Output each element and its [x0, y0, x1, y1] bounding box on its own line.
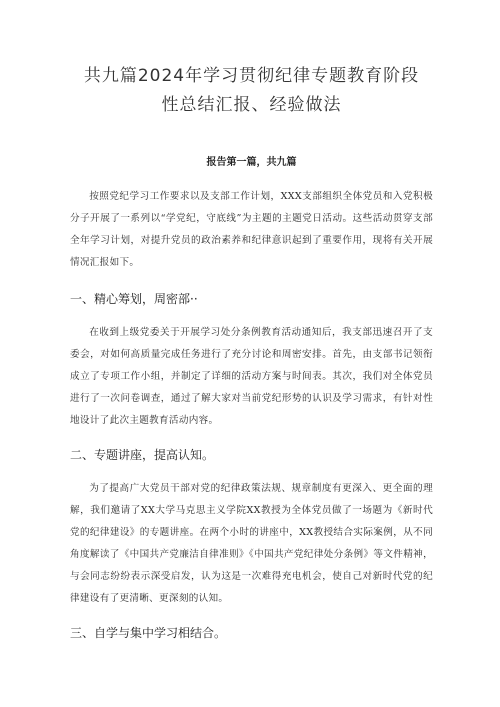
report-heading: 报告第一篇，共九篇	[206, 157, 297, 168]
section-2-heading: 二、专题讲座，提高认知。	[70, 448, 215, 462]
section-1-paragraph: 在收到上级党委关于开展学习处分条例教育活动通知后，我支部迅速召开了支委会，对如何高质量完成任务进行了充分讨论和周密安排。首先，由支部书记领衔成立了专项工作小组，并制定了详细的活动方案与时间表。其次，我们对全体党员进行了一次问卷调查，通过了解大家对当前党纪形势的认识及学习需求，有针对性地设计了此次主题教育活动内容。	[70, 327, 433, 426]
document-title-line-1: 共九篇2024年学习贯彻纪律专题教育阶段	[83, 66, 420, 86]
document-title-line-2: 性总结汇报、经验做法	[161, 95, 342, 115]
section-1-heading: 一、精心筹划，周密部··	[70, 292, 198, 306]
section-2-paragraph: 为了提高广大党员干部对党的纪律政策法规、规章制度有更深入、更全面的理解，我们邀请了XX大学马克思主义学院XX教授为全体党员做了一场题为《新时代党的纪律建设》的专题讲座。在两个小时的讲座中，XX教授结合实际案例，从不同角度解读了《中国共产党廉洁自律准则》《中国共产党纪律处分条例》等文件精神，与会同志纷纷表示深受启发，认为这是一次难得充电机会，使自己对新时代党的纪律建设有了更清晰、更深刻的认知。	[70, 483, 433, 604]
intro-paragraph: 按照党纪学习工作要求以及支部工作计划，XXX支部组织全体党员和入党积极分子开展了一系列以“学党纪，守底线”为主题的主题党日活动。这些活动贯穿支部全年学习计划，对提升党员的政治素养和纪律意识起到了重要作用，现将有关开展情况汇报如下。	[70, 191, 433, 268]
section-3-heading: 三、自学与集中学习相结合。	[70, 626, 227, 640]
document-title	[70, 62, 433, 120]
